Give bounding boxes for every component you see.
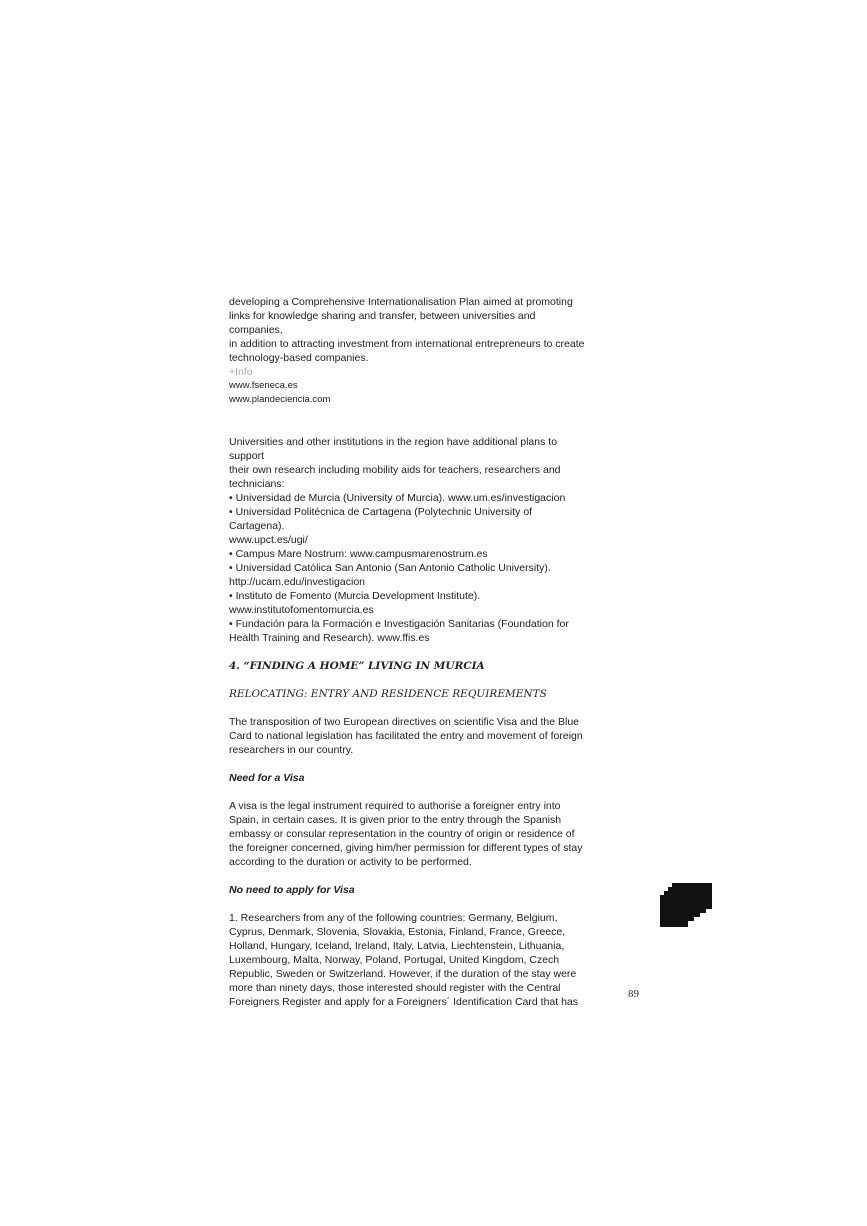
visa-line: according to the duration or activity to be performed. xyxy=(229,856,472,868)
page-number: 89 xyxy=(628,988,639,1000)
institution-item: www.upct.es/ugi/ xyxy=(229,534,308,546)
no-visa-line: Foreigners Register and apply for a Foreigners´ Identification Card that has xyxy=(229,996,579,1008)
info-link[interactable]: www.plandeciencia.com xyxy=(229,394,331,405)
intro-line: developing a Comprehensive Internationalisation Plan aimed at promoting xyxy=(229,296,573,308)
main-column xyxy=(229,295,589,1009)
no-visa-line: 1. Researchers from any of the following countries: Germany, Belgium, xyxy=(229,912,558,924)
institution-item: • Universidad de Murcia (University of Murcia). www.um.es/investigacion xyxy=(229,492,566,504)
institutions-intro-line: technicians: xyxy=(229,478,285,490)
no-visa-line: Cyprus, Denmark, Slovenia, Slovakia, Estonia, Finland, France, Greece, xyxy=(229,926,566,938)
institutions-intro-line: Universities and other institutions in the region have additional plans to support xyxy=(229,436,558,462)
intro-line: links for knowledge sharing and transfer, between universities and companies, xyxy=(229,310,536,336)
intro-line: in addition to attracting investment from international entrepreneurs to create xyxy=(229,338,585,350)
info-link[interactable]: www.fseneca.es xyxy=(229,380,298,391)
more-info-label: +Info xyxy=(229,366,253,378)
visa-line: embassy or consular representation in the country of origin or residence of xyxy=(229,828,575,840)
subsection-heading: RELOCATING: ENTRY AND RESIDENCE REQUIREMENTS xyxy=(229,688,547,700)
institution-item: www.institutofomentomurcia.es xyxy=(229,604,374,616)
no-visa-line: Republic, Sweden or Switzerland. However, if the duration of the stay were xyxy=(229,968,577,980)
visa-line: the foreigner concerned, giving him/her permission for different types of stay xyxy=(229,842,583,854)
institutions-intro-line: their own research including mobility aids for teachers, researchers and xyxy=(229,464,561,476)
no-visa-heading: No need to apply for Visa xyxy=(229,884,355,896)
no-visa-line: more than ninety days, those interested should register with the Central xyxy=(229,982,561,994)
no-visa-line: Holland, Hungary, Iceland, Ireland, Italy, Latvia, Liechtenstein, Lithuania, xyxy=(229,940,565,952)
chapter-tab-shape xyxy=(660,883,712,927)
section-heading: 4. “FINDING A HOME” LIVING IN MURCIA xyxy=(229,660,485,672)
institution-item: Health Training and Research). www.ffis.es xyxy=(229,632,430,644)
visa-line: A visa is the legal instrument required to authorise a foreigner entry into xyxy=(229,800,561,812)
visa-line: Spain, in certain cases. It is given prior to the entry through the Spanish xyxy=(229,814,562,826)
transposition-line: researchers in our country. xyxy=(229,744,354,756)
institution-item: • Fundación para la Formación e Investigación Sanitarias (Foundation for xyxy=(229,618,569,630)
institution-item: • Campus Mare Nostrum: www.campusmarenostrum.es xyxy=(229,548,488,560)
visa-heading: Need for a Visa xyxy=(229,772,305,784)
chapter-tab-marker xyxy=(660,883,712,932)
institution-item: • Universidad Politécnica de Cartagena (Polytechnic University of Cartagena). xyxy=(229,506,533,532)
institution-item: • Universidad Católica San Antonio (San Antonio Catholic University). xyxy=(229,562,551,574)
transposition-line: The transposition of two European directives on scientific Visa and the Blue xyxy=(229,716,580,728)
institution-item: http://ucam.edu/investigacion xyxy=(229,576,365,588)
transposition-line: Card to national legislation has facilitated the entry and movement of foreign xyxy=(229,730,583,742)
no-visa-line: Luxembourg, Malta, Norway, Poland, Portugal, United Kingdom, Czech xyxy=(229,954,560,966)
intro-line: technology-based companies. xyxy=(229,352,369,364)
institution-item: • Instituto de Fomento (Murcia Development Institute). xyxy=(229,590,481,602)
